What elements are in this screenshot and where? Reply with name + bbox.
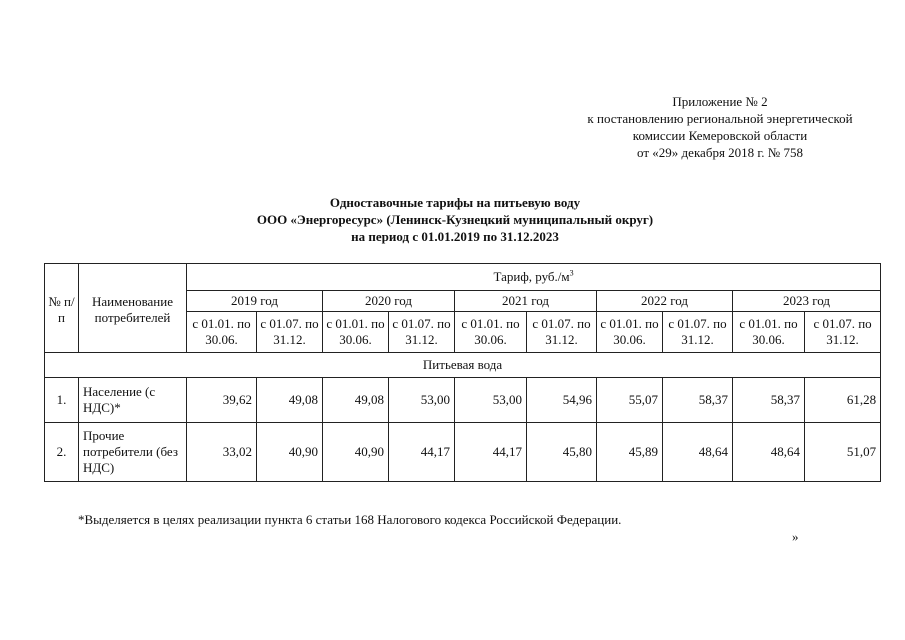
period-header: с 01.07. по 31.12. [527, 312, 597, 353]
appendix-line: Приложение № 2 [672, 94, 768, 109]
tariff-cell: 53,00 [455, 378, 527, 423]
title-line: Одноставочные тарифы на питьевую воду [329, 195, 581, 210]
row-number: 1. [45, 378, 79, 423]
header-tariff [187, 264, 881, 291]
document-title [150, 194, 760, 245]
period-header: с 01.01. по 30.06. [323, 312, 389, 353]
tariff-table [44, 263, 881, 482]
header-number: № п/п [45, 264, 79, 353]
title-line: на период с 01.01.2019 по 31.12.2023 [351, 229, 559, 244]
tariff-cell: 39,62 [187, 378, 257, 423]
footnote: *Выделяется в целях реализации пункта 6 статьи 168 Налогового кодекса Российской Федерации. [78, 512, 622, 527]
closing-quote: » [792, 529, 799, 544]
tariff-cell: 44,17 [455, 423, 527, 482]
tariff-cell: 61,28 [805, 378, 881, 423]
table-row [45, 378, 881, 423]
period-header: с 01.01. по 30.06. [455, 312, 527, 353]
row-consumer-name: Население (с НДС)* [79, 378, 187, 423]
tariff-cell: 45,89 [597, 423, 663, 482]
header-tariff-label: Тариф, руб./м [493, 269, 570, 284]
period-header: с 01.01. по 30.06. [597, 312, 663, 353]
appendix-header [560, 93, 880, 161]
tariff-cell: 48,64 [733, 423, 805, 482]
table-row [45, 423, 881, 482]
appendix-line: к постановлению региональной энергетической [587, 111, 853, 126]
row-number: 2. [45, 423, 79, 482]
period-header: с 01.01. по 30.06. [733, 312, 805, 353]
tariff-cell: 58,37 [663, 378, 733, 423]
year-header: 2020 год [323, 291, 455, 312]
tariff-cell: 49,08 [257, 378, 323, 423]
tariff-cell: 54,96 [527, 378, 597, 423]
tariff-cell: 40,90 [323, 423, 389, 482]
section-drinking-water: Питьевая вода [45, 353, 881, 378]
row-consumer-name: Прочие потребители (без НДС) [79, 423, 187, 482]
tariff-cell: 51,07 [805, 423, 881, 482]
year-header: 2019 год [187, 291, 323, 312]
period-header: с 01.07. по 31.12. [663, 312, 733, 353]
tariff-cell: 53,00 [389, 378, 455, 423]
year-header: 2023 год [733, 291, 881, 312]
period-header: с 01.01. по 30.06. [187, 312, 257, 353]
tariff-cell: 40,90 [257, 423, 323, 482]
header-tariff-unit-sup: 3 [569, 268, 574, 278]
year-header: 2022 год [597, 291, 733, 312]
header-consumer-name: Наименование потребителей [79, 264, 187, 353]
appendix-line: от «29» декабря 2018 г. № 758 [637, 145, 803, 160]
period-header: с 01.07. по 31.12. [389, 312, 455, 353]
year-header: 2021 год [455, 291, 597, 312]
period-header: с 01.07. по 31.12. [805, 312, 881, 353]
period-header: с 01.07. по 31.12. [257, 312, 323, 353]
tariff-cell: 45,80 [527, 423, 597, 482]
tariff-cell: 33,02 [187, 423, 257, 482]
tariff-cell: 49,08 [323, 378, 389, 423]
tariff-cell: 44,17 [389, 423, 455, 482]
tariff-cell: 58,37 [733, 378, 805, 423]
appendix-line: комиссии Кемеровской области [632, 128, 808, 143]
title-line: ООО «Энергоресурс» (Ленинск-Кузнецкий муниципальный округ) [256, 212, 654, 227]
tariff-cell: 48,64 [663, 423, 733, 482]
tariff-cell: 55,07 [597, 378, 663, 423]
